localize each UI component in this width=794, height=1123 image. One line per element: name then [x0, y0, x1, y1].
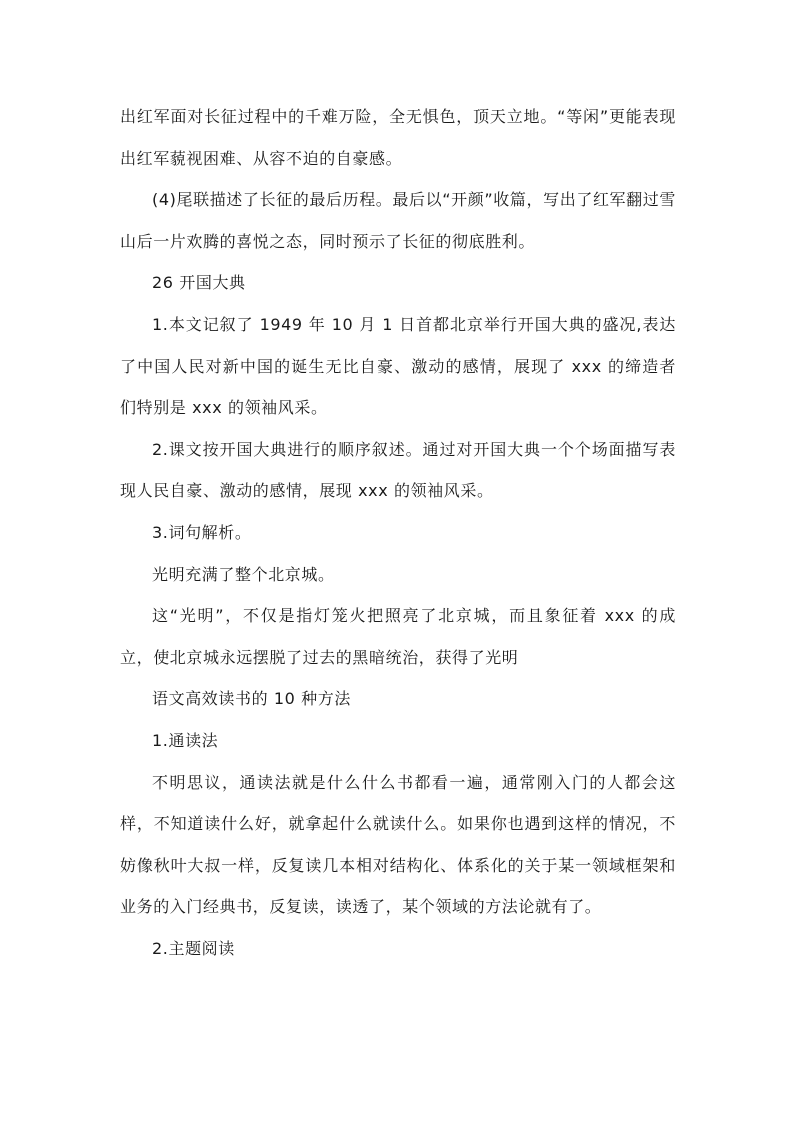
- body-paragraph: 这“光明”，不仅是指灯笼火把照亮了北京城，而且象征着 xxx 的成立，使北京城永远摆脱了过去的黑暗统治，获得了光明: [120, 606, 676, 667]
- body-paragraph: (4)尾联描述了长征的最后历程。最后以“开颜”收篇，写出了红军翻过雪山后一片欢腾的喜悦之态，同时预示了长征的彻底胜利。: [120, 190, 676, 251]
- body-paragraph: 1.本文记叙了 1949 年 10 月 1 日首都北京举行开国大典的盛况,表达了中国人民对新中国的诞生无比自豪、激动的感情，展现了 xxx 的缔造者们特别是 xxx 的领袖风采。: [120, 314, 676, 418]
- body-paragraph: 出红军面对长征过程中的千难万险，全无惧色，顶天立地。“等闲”更能表现出红军藐视困难、从容不迫的自豪感。: [120, 107, 676, 168]
- quoted-sentence: 光明充满了整个北京城。: [152, 564, 335, 584]
- document-page: [120, 96, 676, 969]
- subheading: 3.词句解析。: [152, 522, 252, 542]
- subheading: 1.通读法: [152, 730, 219, 750]
- section-heading: 语文高效读书的 10 种方法: [152, 689, 351, 709]
- body-paragraph: 不明思议，通读法就是什么什么书都看一遍，通常刚入门的人都会这样，不知道读什么好，就拿起什么就读什么。如果你也遇到这样的情况，不妨像秋叶大叔一样，反复读几本相对结构化、体系化的关于某一领域框架和业务的入门经典书，反复读，读透了，某个领域的方法论就有了。: [120, 772, 676, 917]
- section-heading: 26 开国大典: [152, 273, 246, 293]
- subheading: 2.主题阅读: [152, 938, 235, 958]
- body-paragraph: 2.课文按开国大典进行的顺序叙述。通过对开国大典一个个场面描写表现人民自豪、激动的感情，展现 xxx 的领袖风采。: [120, 439, 676, 501]
